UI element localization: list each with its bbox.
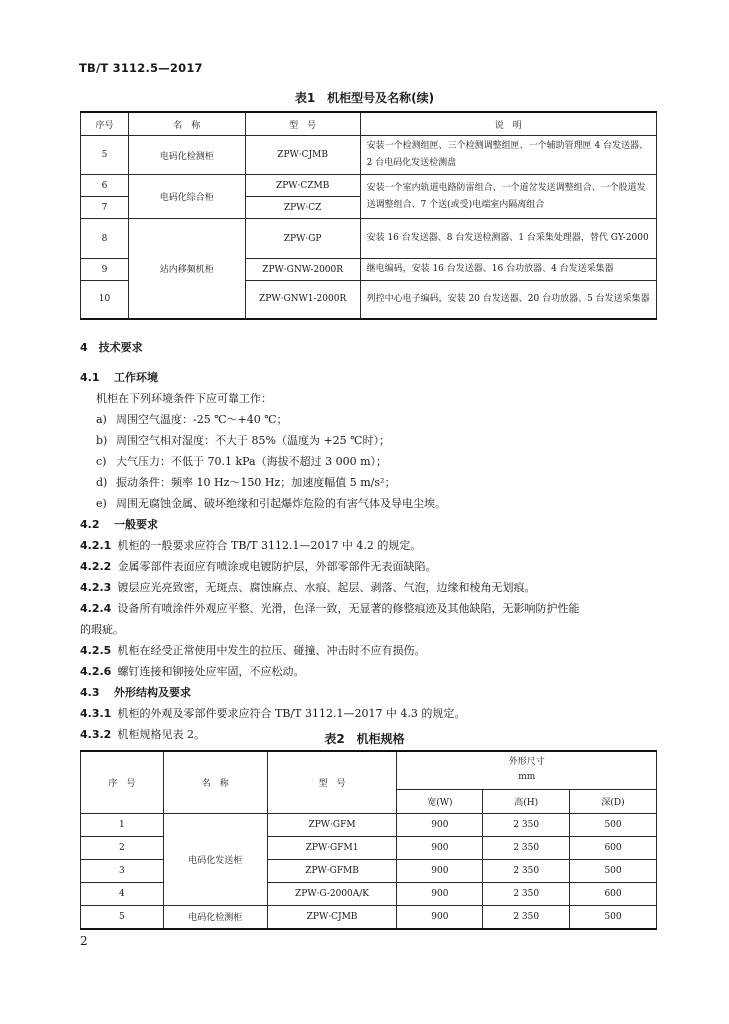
clause: 4.2.5 机柜在经受正常使用中发生的拉压、碰撞、冲击时不应有损伤。 <box>80 644 426 657</box>
table2-cell-height: 2 350 <box>483 859 570 882</box>
table2-header-depth: 深(D) <box>570 789 657 813</box>
table-row <box>81 175 657 197</box>
table2-cell-no: 5 <box>81 905 164 929</box>
list-item: d) 振动条件：频率 10 Hz～150 Hz；加速度幅值 5 m/s²； <box>96 476 396 489</box>
table2-cell-width: 900 <box>397 882 483 905</box>
table2 <box>80 750 657 930</box>
table2-cell-no: 1 <box>81 813 164 836</box>
list-item: c) 大气压力：不低于 70.1 kPa（海拔不超过 3 000 m）； <box>96 455 388 468</box>
table2-cell-depth: 500 <box>570 905 657 929</box>
list-item: b) 周围空气相对湿度：不大于 85%（温度为 +25 ℃时）； <box>96 434 390 447</box>
table-row <box>81 813 657 836</box>
table2-cell-no: 2 <box>81 836 164 859</box>
table1-cell-model: ZPW·CZMB <box>245 175 360 197</box>
section-4-2-heading <box>80 514 657 535</box>
table2-header-dim: 外形尺寸 mm <box>397 751 657 789</box>
table2-header-model: 型 号 <box>267 751 397 813</box>
table1-cell-model: ZPW·CJMB <box>245 136 360 175</box>
table2-cell-depth: 600 <box>570 836 657 859</box>
section-4-title: 4 技术要求 <box>80 341 143 354</box>
table1-cell-desc: 安装一个检测组匣、三个检测调整组匣、一个辅助管理匣 4 台发送器、2 台电码化发送检测盘 <box>360 136 656 175</box>
clause: 4.2.4 设备所有喷涂件外观应平整、光滑，色泽一致，无显著的修整痕迹及其他缺陷，无影响防护性能 <box>80 602 580 615</box>
clause: 4.2.3 镀层应光亮致密，无斑点、腐蚀麻点、水痕、起层、剥落、气泡，边缘和棱角无划痕。 <box>80 581 536 594</box>
table1-header-desc: 说 明 <box>360 112 656 136</box>
table1-cell-name: 站内移频机柜 <box>128 219 245 319</box>
table1-caption: 表1 机柜型号及名称(续) <box>294 91 435 105</box>
table2-cell-name: 电码化检测柜 <box>163 905 267 929</box>
list-item: e) 周围无腐蚀金属、破坏绝缘和引起爆炸危险的有害气体及导电尘埃。 <box>96 497 446 510</box>
table2-cell-height: 2 350 <box>483 813 570 836</box>
table1-cell-name: 电码化检测柜 <box>128 136 245 175</box>
section-4-body <box>80 367 657 745</box>
table1-cell-no: 5 <box>81 136 129 175</box>
table2-header-no: 序 号 <box>81 751 164 813</box>
table2-cell-name: 电码化发送柜 <box>163 813 267 905</box>
section-number: 4.2 <box>80 518 100 531</box>
table2-cell-width: 900 <box>397 859 483 882</box>
section-number: 4.3 <box>80 686 100 699</box>
table2-cell-width: 900 <box>397 836 483 859</box>
paragraph: 机柜在下列环境条件下应可靠工作： <box>96 392 272 405</box>
table2-cell-model: ZPW·CJMB <box>267 905 397 929</box>
table1-header-no: 序号 <box>81 112 129 136</box>
table2-cell-width: 900 <box>397 813 483 836</box>
table2-cell-model: ZPW·G-2000A/K <box>267 882 397 905</box>
section-title: 一般要求 <box>114 518 158 531</box>
standard-header: TB/T 3112.5—2017 <box>79 61 203 75</box>
section-4-3-heading <box>80 682 657 703</box>
table1-cell-name: 电码化综合柜 <box>128 175 245 219</box>
table2-header-height: 高(H) <box>483 789 570 813</box>
section-number: 4.1 <box>80 371 100 384</box>
section-title: 工作环境 <box>114 371 158 384</box>
page-number: 2 <box>80 934 88 948</box>
table2-cell-no: 4 <box>81 882 164 905</box>
table1-cell-desc: 安装 16 台发送器、8 台发送检测器、1 台采集处理器，替代 GY-2000 <box>360 219 656 259</box>
table1-cell-desc: 继电编码，安装 16 台发送器、16 台功放器、4 台发送采集器 <box>360 259 656 281</box>
table2-header-row <box>81 751 657 789</box>
table1-cell-no: 9 <box>81 259 129 281</box>
table2-cell-model: ZPW·GFM <box>267 813 397 836</box>
table1-cell-no: 8 <box>81 219 129 259</box>
table2-cell-depth: 500 <box>570 859 657 882</box>
table2-cell-model: ZPW·GFMB <box>267 859 397 882</box>
section-4-1-heading <box>80 367 657 388</box>
clause: 4.2.2 金属零部件表面应有喷涂或电镀防护层，外部零部件无表面缺陷。 <box>80 560 437 573</box>
table1-cell-model: ZPW·CZ <box>245 197 360 219</box>
table1-cell-model: ZPW·GP <box>245 219 360 259</box>
section-title: 外形结构及要求 <box>114 686 191 699</box>
table2-cell-width: 900 <box>397 905 483 929</box>
table2-cell-height: 2 350 <box>483 836 570 859</box>
table1-header-model: 型 号 <box>245 112 360 136</box>
table1-header-name: 名 称 <box>128 112 245 136</box>
clause: 4.3.1 机柜的外观及零部件要求应符合 TB/T 3112.1—2017 中 4.3 的规定。 <box>80 707 466 720</box>
table2-cell-height: 2 350 <box>483 905 570 929</box>
list-item: a) 周围空气温度：-25 ℃～+40 ℃； <box>96 413 288 426</box>
clause: 4.2.6 螺钉连接和铆接处应牢固，不应松动。 <box>80 665 305 678</box>
table1 <box>80 111 657 320</box>
table2-cell-model: ZPW·GFM1 <box>267 836 397 859</box>
table2-caption: 表2 机柜规格 <box>324 732 405 746</box>
clause-continuation: 的瑕疵。 <box>80 623 124 636</box>
table2-cell-height: 2 350 <box>483 882 570 905</box>
table2-cell-no: 3 <box>81 859 164 882</box>
table-row <box>81 219 657 259</box>
table1-cell-model: ZPW·GNW1-2000R <box>245 281 360 319</box>
table1-cell-no: 7 <box>81 197 129 219</box>
table2-cell-depth: 600 <box>570 882 657 905</box>
table-row <box>81 136 657 175</box>
table1-cell-no: 6 <box>81 175 129 197</box>
table1-cell-no: 10 <box>81 281 129 319</box>
clause: 4.3.2 机柜规格见表 2。 <box>80 728 205 741</box>
table2-header-name: 名 称 <box>163 751 267 813</box>
table2-cell-depth: 500 <box>570 813 657 836</box>
table1-cell-desc: 安装一个室内轨道电路防雷组合、一个道岔发送调整组合、一个股道发送调整组合、7 个送(或受)电端室内隔离组合 <box>360 175 656 219</box>
table1-cell-model: ZPW·GNW-2000R <box>245 259 360 281</box>
table1-header-row <box>81 112 657 136</box>
table-row <box>81 905 657 929</box>
table1-cell-desc: 列控中心电子编码，安装 20 台发送器、20 台功放器、5 台发送采集器 <box>360 281 656 319</box>
clause: 4.2.1 机柜的一般要求应符合 TB/T 3112.1—2017 中 4.2 的规定。 <box>80 539 422 552</box>
table2-header-width: 宽(W) <box>397 789 483 813</box>
